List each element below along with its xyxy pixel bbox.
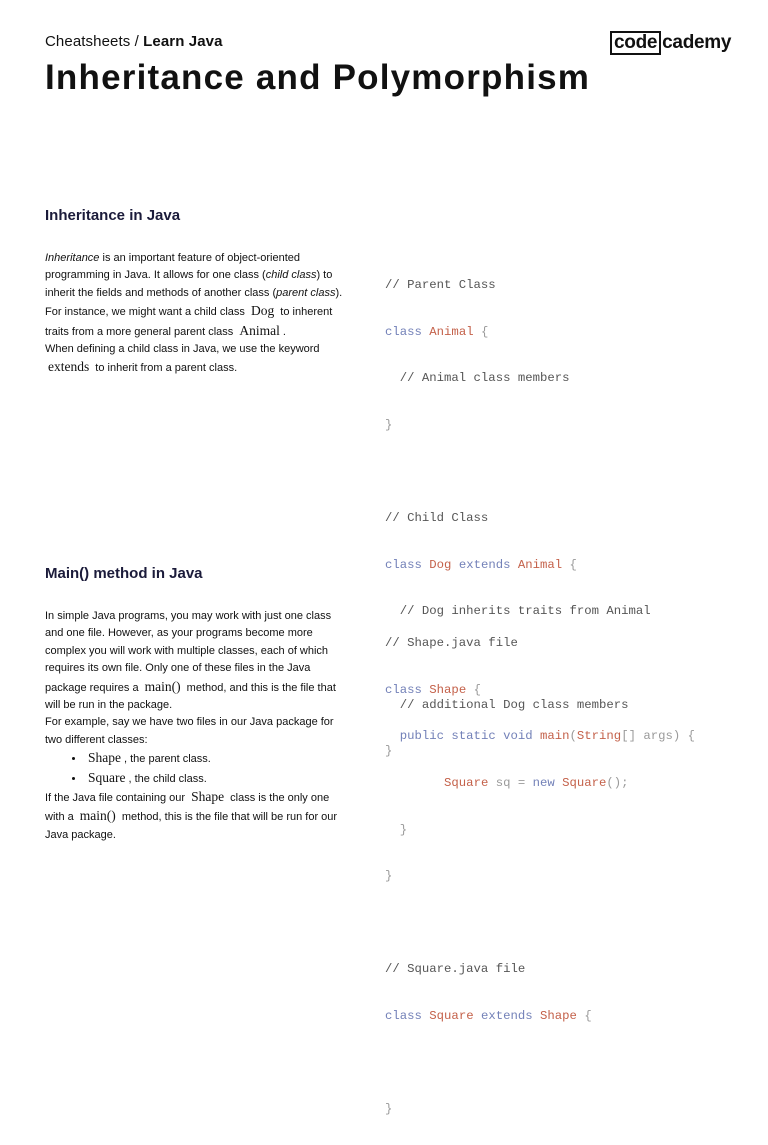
term-inheritance: Inheritance — [45, 252, 100, 264]
code-token: Square — [562, 776, 607, 791]
term-child-class: child class — [265, 269, 317, 282]
inline-code: main() — [144, 678, 181, 694]
code-token: class — [385, 324, 422, 339]
code-token: [] args) { — [621, 729, 695, 744]
text: method, this is the file that will be run for our Java package. — [45, 811, 338, 841]
inline-code: Square — [88, 769, 126, 785]
code-line — [385, 725, 695, 748]
code-token: Dog — [429, 557, 452, 572]
code-token: Square — [444, 776, 489, 791]
page-title: Inheritance and Polymorphism — [45, 58, 591, 97]
code-token: class — [385, 682, 422, 697]
code-token: String — [576, 729, 622, 744]
code-line — [385, 1005, 695, 1028]
code-token: { — [584, 1009, 592, 1024]
text: In simple Java programs, you may work with just one class and one file. However, as your programs become more complex you will work with multiple classes, each of which requires its own file. Only one of these files in the Java package requires a — [45, 610, 332, 694]
text: method, and this is the file that will be run in the package. — [45, 681, 336, 712]
code-line — [385, 321, 651, 344]
section-title-inheritance: Inheritance in Java — [45, 207, 181, 224]
code-line: // Dog inherits traits from Animal — [385, 604, 651, 619]
inline-code: Animal — [239, 322, 280, 338]
code-line — [385, 554, 651, 577]
inheritance-paragraph-2 — [45, 341, 345, 378]
main-paragraph-1 — [45, 608, 345, 714]
text: ) to inherit the fields and methods of another class ( — [45, 269, 333, 299]
code-token: extends — [458, 557, 511, 572]
inline-code: Shape — [191, 789, 225, 805]
inline-code: Dog — [250, 303, 275, 319]
code-token: ( — [569, 729, 577, 744]
class-list — [45, 749, 345, 788]
text: . — [282, 325, 286, 338]
inline-code: extends — [48, 359, 90, 375]
code-token: class — [385, 1009, 422, 1024]
code-line: // Shape.java file — [385, 636, 518, 651]
logo-box: code — [610, 31, 661, 55]
main-paragraph-2: For example, say we have two files in our Java package for two different classes: — [45, 716, 334, 746]
inline-code: main() — [79, 808, 116, 824]
code-line: } — [385, 744, 393, 759]
list-item — [85, 769, 345, 788]
inheritance-paragraph-1 — [45, 250, 345, 341]
code-token: { — [480, 324, 489, 339]
code-line: // additional Dog class members — [385, 697, 629, 712]
logo-rest: cademy — [662, 32, 732, 53]
breadcrumb-cheatsheets-link[interactable]: Cheatsheets — [45, 33, 131, 50]
code-token: main — [539, 729, 570, 744]
code-token: Square — [429, 1009, 474, 1024]
text: , the parent class. — [124, 753, 211, 766]
inline-code: Shape — [88, 750, 121, 766]
term-parent-class: parent class — [276, 286, 336, 299]
code-token: Shape — [540, 1009, 577, 1024]
breadcrumb-separator: / — [130, 33, 144, 50]
code-line: // Parent Class — [385, 278, 496, 293]
code-token: sq = — [488, 776, 533, 791]
code-line: } — [385, 418, 393, 433]
text: to inherent traits from a more general parent class — [45, 306, 333, 338]
code-token: public static void — [399, 729, 533, 744]
code-line — [385, 772, 695, 795]
text: ). For instance, we might want a child class — [45, 286, 343, 319]
codecademy-logo[interactable] — [610, 31, 731, 55]
text: to inherit from a parent class. — [92, 362, 238, 375]
code-line-blank — [385, 461, 651, 484]
code-line — [385, 679, 695, 702]
text: When defining a child class in Java, we use the keyword — [45, 343, 320, 356]
code-token: extends — [480, 1009, 533, 1024]
text: , the child class. — [128, 772, 207, 785]
main-paragraph-3 — [45, 788, 345, 844]
breadcrumb-current[interactable]: Learn Java — [143, 33, 223, 50]
section-title-main-method: Main() method in Java — [45, 565, 203, 582]
breadcrumb — [45, 33, 223, 50]
main-method-code-block — [385, 609, 695, 1145]
code-token: { — [473, 682, 481, 697]
code-line: // Animal class members — [385, 371, 570, 386]
text: class is the only one with a — [45, 792, 330, 824]
code-token: class — [385, 557, 422, 572]
code-token: Animal — [517, 557, 563, 572]
code-line-blank — [385, 912, 695, 935]
code-line-blank — [385, 1052, 695, 1075]
main-method-description — [45, 608, 345, 844]
code-line: } — [385, 1102, 393, 1117]
code-token: { — [569, 557, 577, 572]
code-line: } — [385, 822, 408, 837]
list-item — [85, 749, 345, 768]
code-line: } — [385, 869, 393, 884]
code-token: new — [532, 776, 555, 791]
code-line: // Square.java file — [385, 962, 526, 977]
code-line: // Child Class — [385, 511, 489, 526]
inheritance-description — [45, 250, 345, 378]
code-token: (); — [606, 776, 629, 791]
text: is an important feature of object-oriented programming in Java. It allows for one class ( — [45, 252, 300, 282]
text: If the Java file containing our — [45, 792, 189, 805]
code-token: Shape — [429, 682, 467, 697]
code-token: Animal — [429, 324, 474, 339]
